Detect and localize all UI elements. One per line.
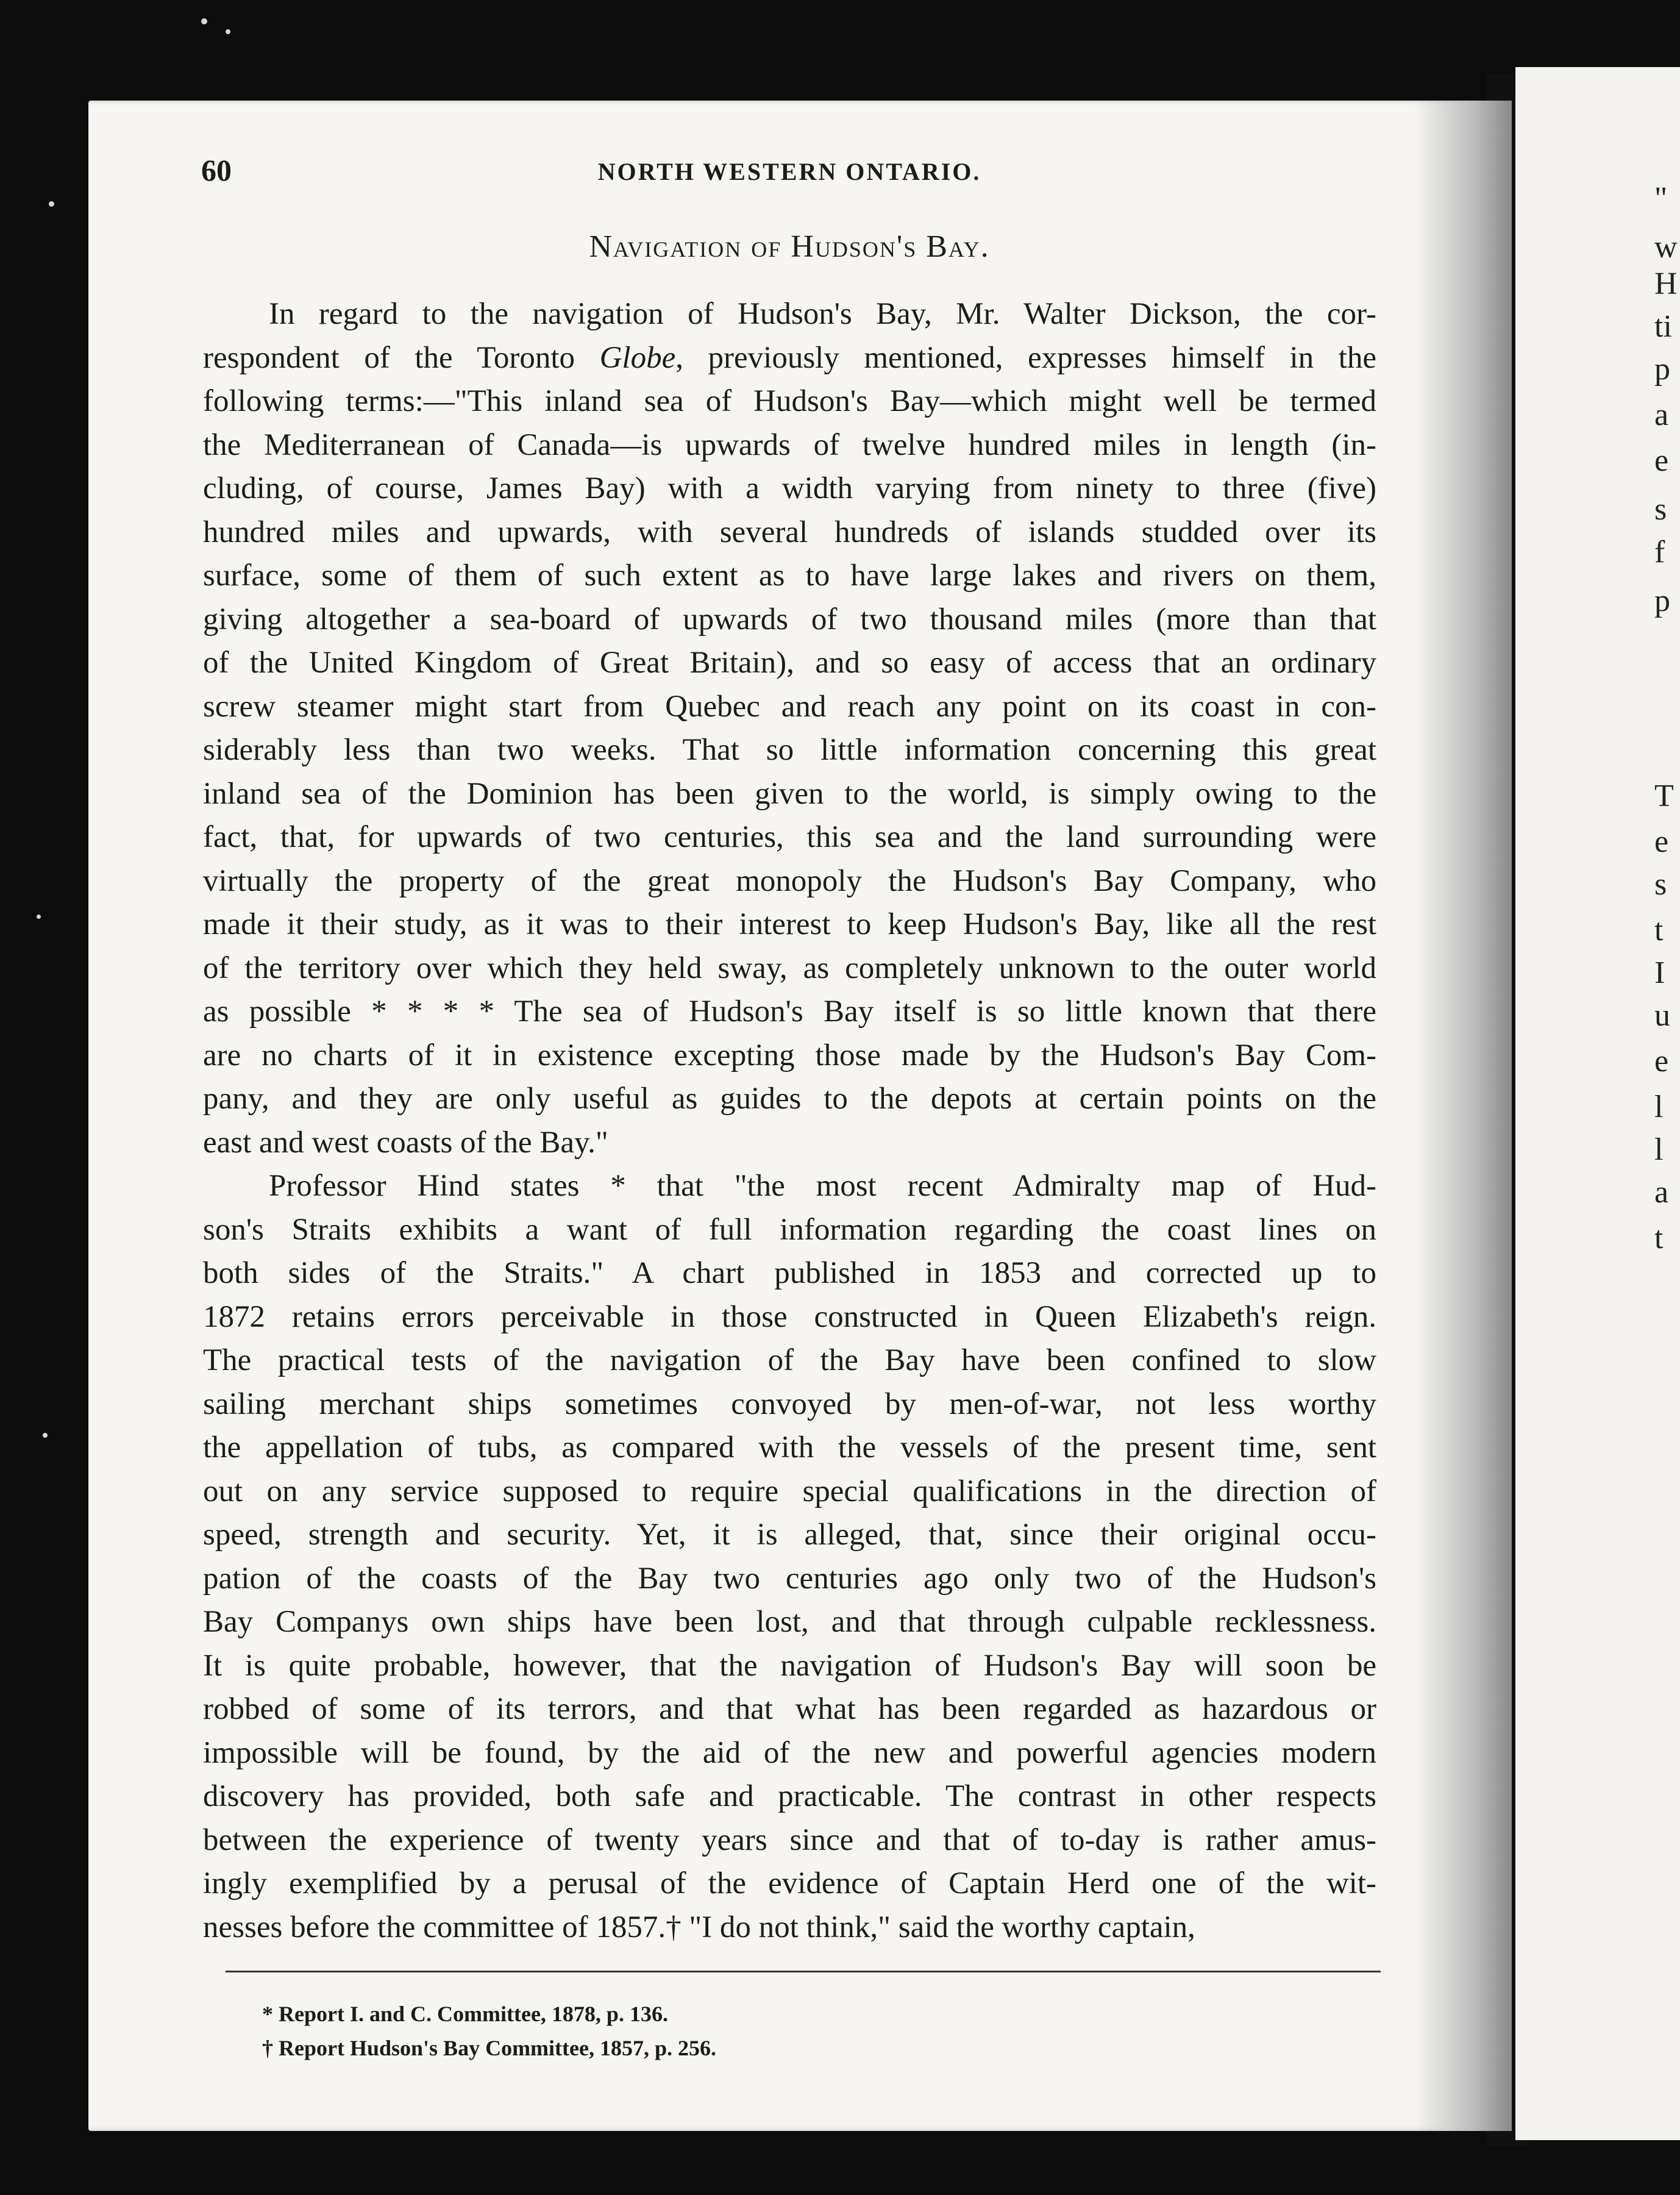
scan-speck bbox=[226, 29, 230, 34]
body-text bbox=[203, 293, 1376, 1949]
text-line: impossible will be found, by the aid of the new and powerful agencies modern bbox=[203, 1735, 1376, 1770]
facing-page-fragment: l bbox=[1654, 1132, 1664, 1167]
facing-page-fragment: l bbox=[1654, 1090, 1664, 1124]
text-line: son's Straits exhibits a want of full information regarding the coast lines on bbox=[203, 1212, 1376, 1247]
page-number: 60 bbox=[201, 153, 232, 187]
scan-speck bbox=[37, 915, 41, 919]
text-line: made it their study, as it was to their interest to keep Hudson's Bay, like all the rest bbox=[203, 907, 1376, 941]
text-line: pany, and they are only useful as guides to the depots at certain points on the bbox=[203, 1082, 1376, 1116]
text-line: giving altogether a sea-board of upwards of two thousand miles (more than that bbox=[203, 602, 1376, 637]
facing-page-fragment: s bbox=[1654, 492, 1667, 527]
text-line: nesses before the committee of 1857.† "I do not think," said the worthy captain, bbox=[203, 1910, 1195, 1944]
facing-page-fragment: u bbox=[1654, 998, 1670, 1033]
scan-speck bbox=[49, 201, 54, 207]
footnote-rule bbox=[226, 1971, 1381, 1972]
page-curl-shadow bbox=[1414, 101, 1512, 2131]
page-header bbox=[201, 152, 1378, 195]
text-line: Bay Companys own ships have been lost, and that through culpable recklessness. bbox=[203, 1605, 1376, 1639]
section-title: Navigation of Hudson's Bay. bbox=[589, 229, 990, 264]
text-line: pation of the coasts of the Bay two centuries ago only two of the Hudson's bbox=[203, 1561, 1376, 1596]
text-line: cluding, of course, James Bay) with a width varying from ninety to three (five) bbox=[203, 471, 1376, 505]
text-line: east and west coasts of the Bay." bbox=[203, 1125, 608, 1160]
footnotes bbox=[262, 1997, 716, 2065]
facing-page-fragment: p bbox=[1654, 584, 1670, 618]
facing-page-fragment: f bbox=[1654, 535, 1665, 569]
footnote: * Report I. and C. Committee, 1878, p. 136. bbox=[262, 2002, 668, 2026]
facing-page bbox=[1515, 67, 1680, 2140]
facing-page-fragment: ti bbox=[1654, 309, 1672, 344]
text-line: robbed of some of its terrors, and that what has been regarded as hazardous or bbox=[203, 1692, 1376, 1726]
text-line: siderably less than two weeks. That so little information concerning this great bbox=[203, 733, 1376, 767]
text-line: the appellation of tubs, as compared with the vessels of the present time, sent bbox=[203, 1430, 1376, 1465]
running-head: NORTH WESTERN ONTARIO. bbox=[597, 158, 981, 185]
text-line: the Mediterranean of Canada—is upwards of twelve hundred miles in length (in- bbox=[203, 427, 1376, 462]
text-line: inland sea of the Dominion has been given to the world, is simply owing to the bbox=[203, 776, 1376, 811]
text-line: Professor Hind states * that "the most recent Admiralty map of Hud- bbox=[269, 1169, 1376, 1203]
text-line: following terms:—"This inland sea of Hudson's Bay—which might well be termed bbox=[203, 384, 1376, 418]
facing-page-fragment: I bbox=[1654, 955, 1665, 990]
scan-speck bbox=[201, 18, 207, 24]
text-line: ingly exemplified by a perusal of the evidence of Captain Herd one of the wit- bbox=[203, 1866, 1376, 1901]
text-line: discovery has provided, both safe and practicable. The contrast in other respects bbox=[203, 1779, 1376, 1813]
facing-page-fragment: a bbox=[1654, 1175, 1669, 1210]
facing-page-fragment: p bbox=[1654, 352, 1670, 387]
text-line: hundred miles and upwards, with several hundreds of islands studded over its bbox=[203, 515, 1376, 549]
facing-page-fragment: H bbox=[1654, 266, 1678, 301]
facing-page-fragment: T bbox=[1654, 779, 1674, 813]
text-line: In regard to the navigation of Hudson's Bay, Mr. Walter Dickson, the cor- bbox=[269, 297, 1376, 331]
facing-page-fragment: t bbox=[1654, 1221, 1664, 1255]
text-line: fact, that, for upwards of two centuries, this sea and the land surrounding were bbox=[203, 820, 1376, 854]
facing-page-fragment: " bbox=[1654, 181, 1668, 216]
text-line: of the United Kingdom of Great Britain), and so easy of access that an ordinary bbox=[203, 646, 1376, 680]
text-line: speed, strength and security. Yet, it is alleged, that, since their original occu- bbox=[203, 1518, 1376, 1552]
text-line: between the experience of twenty years since and that of to-day is rather amus- bbox=[203, 1822, 1376, 1857]
text-line: respondent of the Toronto Globe, previously mentioned, expresses himself in the bbox=[203, 340, 1376, 375]
text-line: surface, some of them of such extent as to have large lakes and rivers on them, bbox=[203, 559, 1376, 593]
text-line: of the territory over which they held sway, as completely unknown to the outer world bbox=[203, 951, 1376, 985]
text-line: virtually the property of the great monopoly the Hudson's Bay Company, who bbox=[203, 863, 1376, 898]
facing-page-fragment: a bbox=[1654, 398, 1669, 432]
text-line: It is quite probable, however, that the navigation of Hudson's Bay will soon be bbox=[203, 1648, 1376, 1683]
text-line: The practical tests of the navigation of the Bay have been confined to slow bbox=[203, 1343, 1376, 1377]
facing-page-fragment: w bbox=[1654, 230, 1678, 265]
facing-page-fragment: s bbox=[1654, 867, 1667, 902]
text-line: as possible * * * * The sea of Hudson's Bay itself is so little known that there bbox=[203, 994, 1376, 1029]
facing-page-fragment: e bbox=[1654, 824, 1669, 859]
text-line: out on any service supposed to require special qualifications in the direction of bbox=[203, 1474, 1376, 1508]
scan-speck bbox=[43, 1433, 48, 1438]
footnote: † Report Hudson's Bay Committee, 1857, p. 256. bbox=[262, 2036, 716, 2060]
text-line: both sides of the Straits." A chart published in 1853 and corrected up to bbox=[203, 1256, 1376, 1290]
text-line: 1872 retains errors perceivable in those constructed in Queen Elizabeth's reign. bbox=[203, 1299, 1376, 1334]
facing-page-fragment: e bbox=[1654, 443, 1669, 478]
facing-page-fragment: e bbox=[1654, 1044, 1669, 1079]
text-line: screw steamer might start from Quebec and reach any point on its coast in con- bbox=[203, 689, 1376, 724]
facing-page-fragment: t bbox=[1654, 913, 1664, 948]
text-line: sailing merchant ships sometimes convoyed by men-of-war, not less worthy bbox=[203, 1387, 1376, 1421]
text-line: are no charts of it in existence excepting those made by the Hudson's Bay Com- bbox=[203, 1038, 1376, 1073]
